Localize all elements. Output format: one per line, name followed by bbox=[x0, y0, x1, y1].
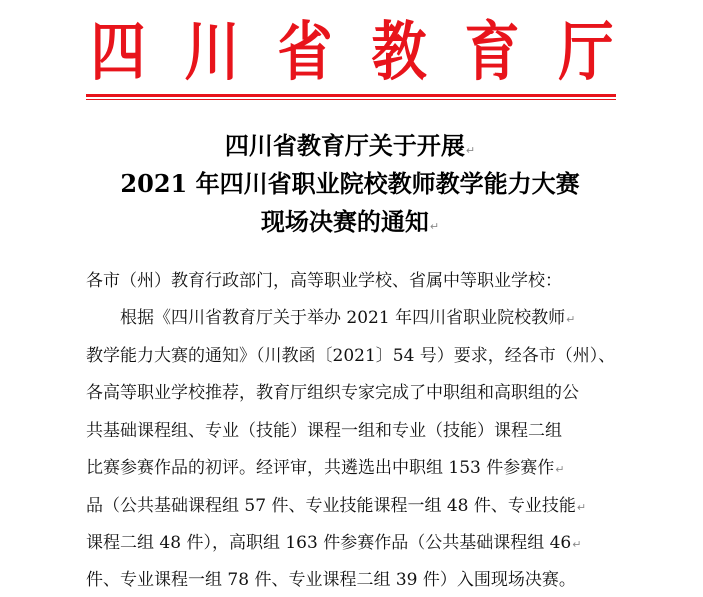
body-text: 品（公共基础课程组 57 件、专业技能课程一组 48 件、专业技能 bbox=[86, 496, 576, 516]
notice-title-line-3 bbox=[80, 207, 620, 242]
body-text-line bbox=[86, 494, 586, 520]
body-text-line bbox=[86, 568, 576, 592]
body-text-line bbox=[86, 531, 581, 557]
body-text: 根据《四川省教育厅关于举办 2021 年四川省职业院校教师 bbox=[86, 308, 566, 328]
paragraph-mark-icon: ↵ bbox=[576, 501, 587, 514]
letterhead-char: 川 bbox=[184, 15, 240, 90]
letterhead-char: 育 bbox=[464, 15, 520, 90]
salutation-line bbox=[86, 269, 562, 293]
paragraph-mark-icon: ↵ bbox=[555, 463, 565, 476]
body-text: 教学能力大赛的通知》（川教函〔2021〕54 号）要求，经各市（州）、 bbox=[86, 346, 616, 366]
body-text: 件、专业课程一组 78 件、专业课程二组 39 件）入围现场决赛。 bbox=[86, 570, 576, 590]
letterhead-char: 厅 bbox=[558, 15, 614, 90]
paragraph-mark-icon: ↵ bbox=[429, 220, 440, 233]
notice-title-text: 2021 年四川省职业院校教师教学能力大赛 bbox=[120, 169, 580, 198]
paragraph-mark-icon: ↵ bbox=[465, 144, 476, 157]
letterhead-rule-thin bbox=[86, 99, 616, 100]
letterhead-char: 四 bbox=[90, 15, 146, 90]
letterhead-rule-thick bbox=[86, 94, 616, 97]
salutation-text: 各市（州）教育行政部门，高等职业学校、省属中等职业学校： bbox=[86, 271, 562, 291]
body-text-line bbox=[86, 456, 564, 482]
body-text: 课程二组 48 件），高职组 163 件参赛作品（公共基础课程组 46 bbox=[86, 533, 572, 553]
notice-title-text: 现场决赛的通知 bbox=[260, 207, 429, 236]
letterhead-title bbox=[86, 15, 618, 90]
notice-title-line-1 bbox=[80, 131, 620, 166]
letterhead-char: 省 bbox=[277, 15, 333, 90]
body-text: 共基础课程组、专业（技能）课程一组和专业（技能）课程二组 bbox=[86, 421, 562, 441]
notice-title-line-2 bbox=[80, 169, 620, 199]
body-text: 比赛参赛作品的初评。经评审，共遴选出中职组 153 件参赛作 bbox=[86, 458, 555, 478]
paragraph-mark-icon: ↵ bbox=[572, 538, 582, 551]
notice-title-text: 四川省教育厅关于开展 bbox=[224, 131, 465, 160]
letterhead-char: 教 bbox=[371, 15, 427, 90]
paragraph-mark-icon: ↵ bbox=[566, 313, 576, 326]
body-text-line bbox=[86, 306, 575, 332]
body-text-line bbox=[86, 344, 615, 368]
body-text-line bbox=[86, 381, 579, 405]
body-text: 各高等职业学校推荐，教育厅组织专家完成了中职组和高职组的公 bbox=[86, 383, 579, 403]
body-text-line bbox=[86, 419, 562, 443]
